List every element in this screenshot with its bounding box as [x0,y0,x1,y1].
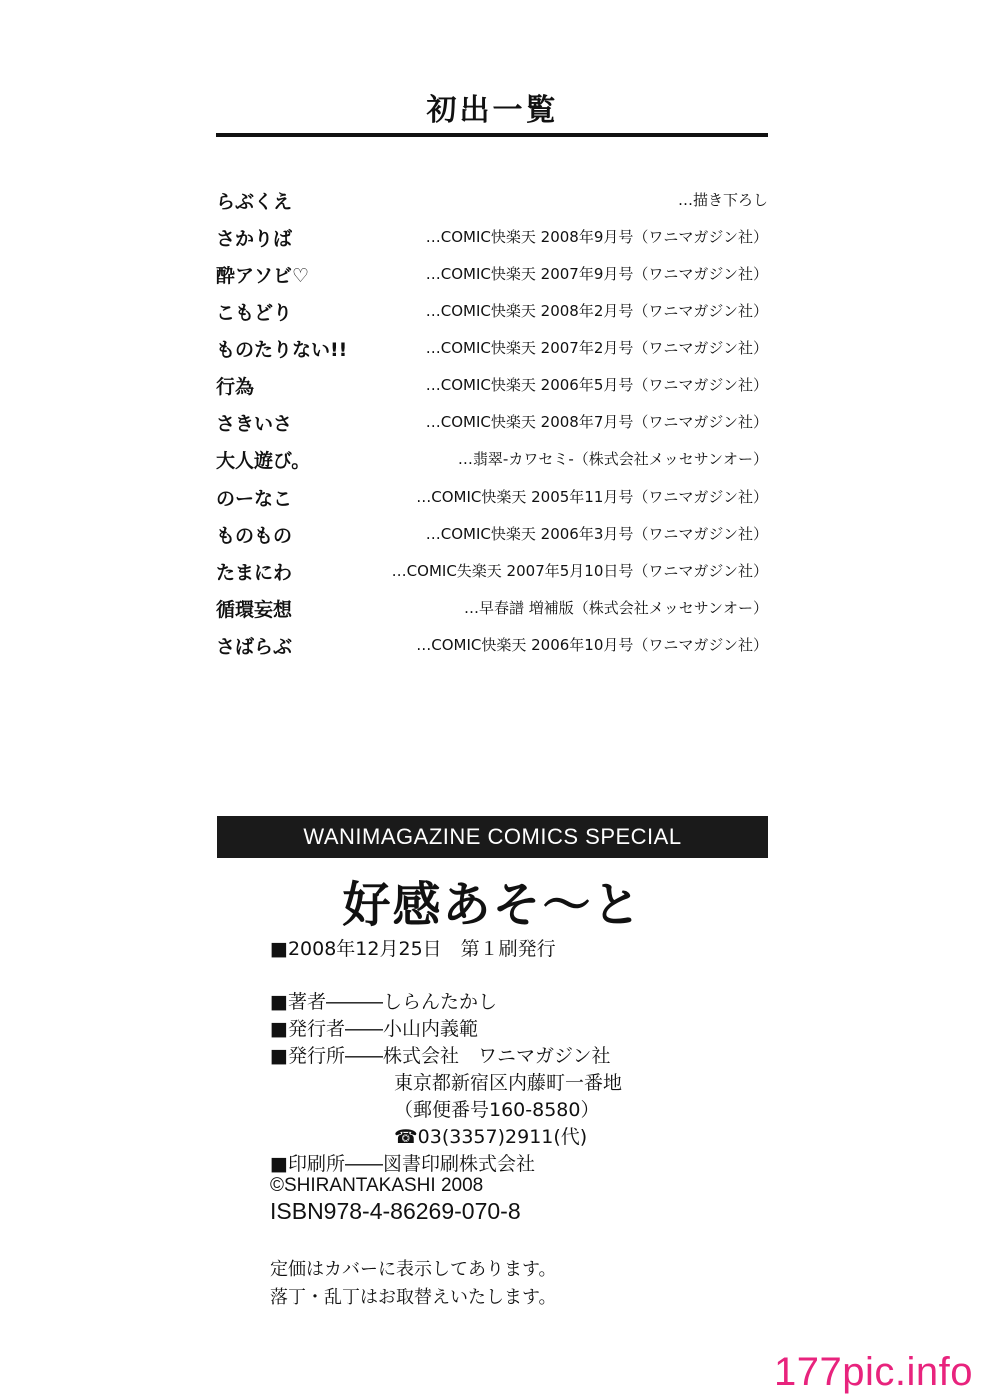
phone-number: ☎03(3357)2911(代) [394,1126,588,1148]
publisher-address: 東京都新宿区内藤町一番地 [394,1072,623,1094]
publication-row [216,409,768,441]
printer-line: ■印刷所――図書印刷株式会社 [270,1153,535,1175]
publication-source: …COMIC快楽天 2006年5月号（ワニマガジン社） [425,376,768,394]
publication-title: ものもの [216,525,293,547]
publication-row [216,224,768,256]
isbn-line: ISBN978-4-86269-070-8 [270,1198,521,1224]
publication-title: さかりば [216,228,293,250]
publication-row [216,521,768,553]
publication-source: …COMIC失楽天 2007年5月10日号（ワニマガジン社） [391,562,768,580]
publication-source: …翡翠-カワセミ-（株式会社メッセサンオー） [457,450,768,468]
watermark: 177pic.info [774,1350,973,1394]
publication-source: …COMIC快楽天 2007年9月号（ワニマガジン社） [425,265,768,283]
publication-row [216,261,768,293]
copyright-line: ©SHIRANTAKASHI 2008 [270,1175,484,1196]
publication-row [216,595,768,627]
publication-title: 行為 [216,376,255,398]
publication-source: …COMIC快楽天 2006年3月号（ワニマガジン社） [425,525,768,543]
postal-code: （郵便番号160-8580） [394,1099,600,1121]
publication-source: …COMIC快楽天 2006年10月号（ワニマガジン社） [416,636,768,654]
publication-row [216,335,768,367]
publisher-line: ■発行所――株式会社 ワニマガジン社 [270,1045,611,1067]
publication-title: さばらぶ [216,636,293,658]
book-title: 好感あそ〜と [342,877,643,933]
publication-source: …COMIC快楽天 2008年7月号（ワニマガジン社） [425,413,768,431]
publication-row [216,484,768,516]
publication-date: ■2008年12月25日 第１刷発行 [270,938,556,960]
publication-title: さきいさ [216,413,293,435]
publication-source: …早春譜 増補版（株式会社メッセサンオー） [463,599,768,617]
publication-source: …COMIC快楽天 2007年2月号（ワニマガジン社） [425,339,768,357]
publication-source: …描き下ろし [677,191,768,209]
publication-source: …COMIC快楽天 2008年9月号（ワニマガジン社） [425,228,768,246]
publication-row [216,446,768,478]
publication-row [216,372,768,404]
publication-source: …COMIC快楽天 2008年2月号（ワニマガジン社） [425,302,768,320]
publication-title: のーなこ [216,488,293,510]
price-notice: 定価はカバーに表示してあります。 [270,1259,557,1280]
title-divider [216,133,768,137]
author-line: ■著者―――しらんたかし [270,991,497,1013]
publication-title: 循環妄想 [216,599,293,621]
publication-row [216,187,768,219]
publication-title: こもどり [216,302,293,324]
publication-title: らぶくえ [216,191,293,213]
publication-title: たまにわ [216,562,293,584]
defect-notice: 落丁・乱丁はお取替えいたします。 [270,1287,557,1308]
publication-row [216,298,768,330]
publication-row [216,558,768,590]
publication-row [216,632,768,664]
section-title: 初出一覧 [426,93,559,128]
publication-title: 大人遊び。 [216,450,311,472]
publication-source: …COMIC快楽天 2005年11月号（ワニマガジン社） [416,488,768,506]
publisher-person-line: ■発行者――小山内義範 [270,1018,478,1040]
publication-title: ものたりない!! [216,339,348,361]
publication-title: 酔アソビ♡ [216,265,310,287]
series-banner: WANIMAGAZINE COMICS SPECIAL [217,816,768,858]
